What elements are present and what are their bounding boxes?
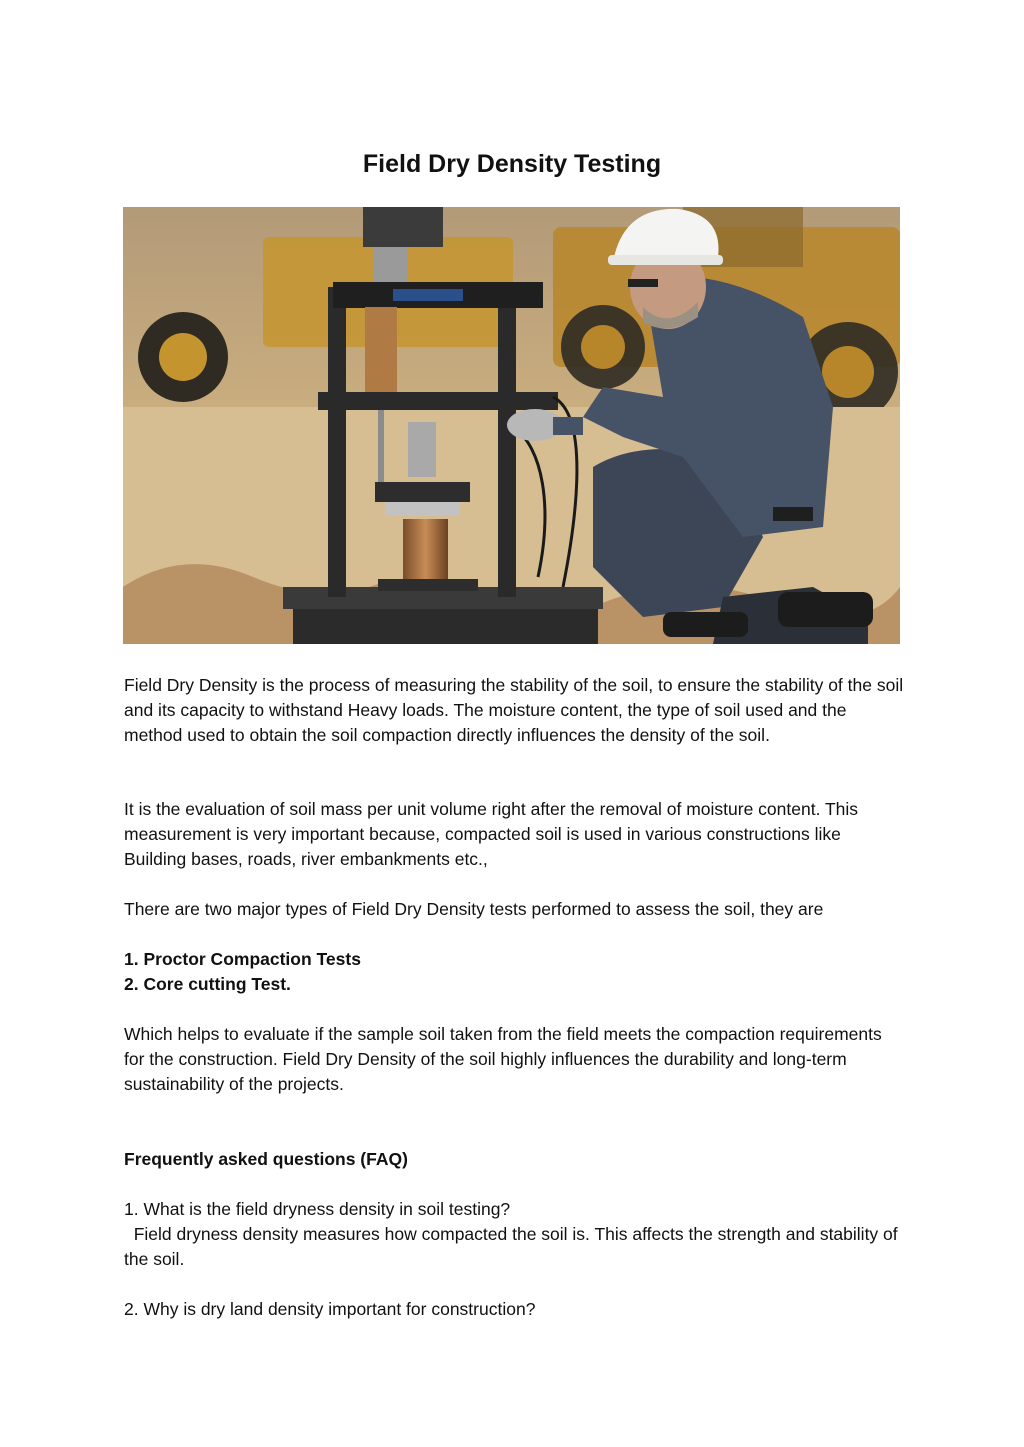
list-item: 1. Proctor Compaction Tests — [124, 949, 361, 969]
list-item: 2. Core cutting Test. — [124, 974, 291, 994]
faq-question: 2. Why is dry land density important for construction? — [124, 1299, 536, 1319]
faq-heading: Frequently asked questions (FAQ) — [124, 1149, 408, 1169]
apparatus-label-plate — [393, 289, 463, 301]
document-title: Field Dry Density Testing — [362, 150, 662, 178]
intro-paragraph: Field Dry Density is the process of measuring the stability of the soil, to ensure the stability of the soil and its capacity to withstand Heavy loads. The moisture content, the type of soil used and the method used to obtain the soil compaction directly influences the density of the soil. — [124, 675, 904, 745]
field-density-test-photo — [123, 207, 900, 644]
test-type-list — [124, 947, 904, 997]
test-types-intro: There are two major types of Field Dry Density tests performed to assess the soil, they are — [124, 899, 824, 919]
closing-paragraph: Which helps to evaluate if the sample soil taken from the field meets the compaction requirements for the construction. Field Dry Density of the soil highly influences the durability and long-term sustainability of the projects. — [124, 1024, 882, 1094]
definition-paragraph: It is the evaluation of soil mass per unit volume right after the removal of moisture content. This measurement is very important because, compacted soil is used in various constructions like Building bases, roads, river embankments etc., — [124, 799, 859, 869]
faq-answer: Field dryness density measures how compacted the soil is. This affects the strength and stability of the soil. — [124, 1224, 903, 1269]
faq-question: 1. What is the field dryness density in soil testing? — [124, 1199, 511, 1219]
